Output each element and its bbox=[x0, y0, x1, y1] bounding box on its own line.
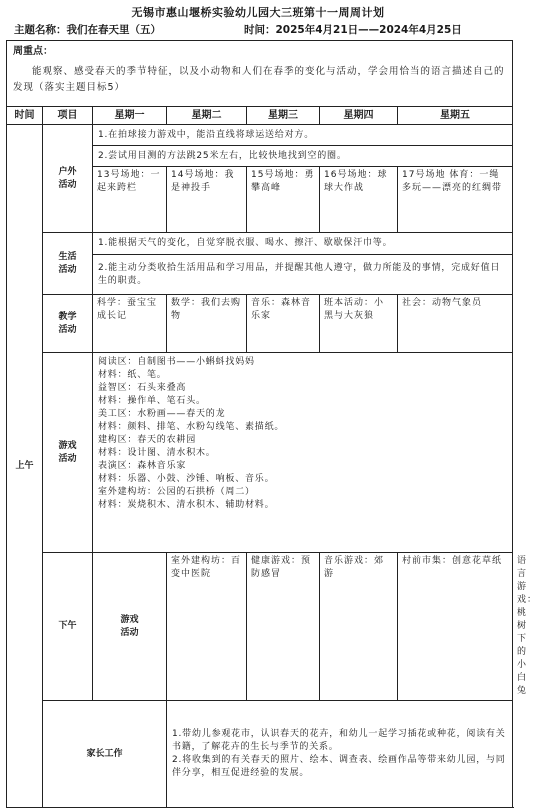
item-life: 生活 活动 bbox=[43, 233, 93, 295]
outdoor-tue: 14号场地：我是神投手 bbox=[167, 167, 247, 233]
home-work-label: 家长工作 bbox=[43, 701, 167, 808]
outdoor-thu: 16号场地：球球大作战 bbox=[320, 167, 398, 233]
home-work-content bbox=[167, 701, 513, 808]
outdoor-goal-2: 2.尝试用目测的方法跳25米左右，比较快地找到空的圈。 bbox=[93, 146, 513, 167]
life-goal-2: 2.能主动分类收拾生活用品和学习用品，并提醒其他人遵守，做力所能及的事情，完成好值日生的职责。 bbox=[93, 255, 513, 295]
afternoon-tue: 健康游戏：预防感冒 bbox=[247, 553, 320, 701]
game-line: 材料：炭烧积木、清水积木、辅助材料。 bbox=[98, 500, 275, 510]
game-line: 材料：纸、笔。 bbox=[98, 370, 167, 380]
focus-label: 周重点： bbox=[13, 46, 53, 57]
col-header-thu: 星期四 bbox=[320, 107, 398, 125]
game-line: 表演区：森林音乐家 bbox=[98, 461, 187, 471]
afternoon-wed: 音乐游戏：郊游 bbox=[320, 553, 398, 701]
teaching-fri: 社会：动物气象员 bbox=[398, 295, 513, 353]
home-work-line-1: 1.带幼儿参观花市，认识春天的花卉，和幼儿一起学习插花或种花，阅读有关书籍，了解花卉的生长与季节的关系。 bbox=[172, 729, 506, 752]
game-line: 材料：设计图、清水积木。 bbox=[98, 448, 216, 458]
plan-subtitle bbox=[14, 22, 504, 37]
afternoon-row: 下午 游戏 活动 室外建构坊：百变中医院 健康游戏：预防感冒 音乐游戏：郊游 村前市集：创意花草纸 语言游戏：桃树下的小白兔 bbox=[7, 553, 513, 701]
topic-name: 主题名称：我们在春天里（五） bbox=[14, 24, 161, 36]
life-goal-1: 1.能根据天气的变化，自觉穿脱衣服、喝水、擦汗、歇歇保汗巾等。 bbox=[93, 233, 513, 255]
game-line: 材料：乐器、小鼓、沙锤、响板、音乐。 bbox=[98, 474, 275, 484]
outdoor-fri: 17号场地 体育：一绳多玩——漂亮的红绸带 bbox=[398, 167, 513, 233]
games-content bbox=[93, 353, 513, 553]
weekly-focus bbox=[7, 41, 513, 107]
item-outdoor: 户外 活动 bbox=[43, 125, 93, 233]
teaching-mon: 科学：蚕宝宝成长记 bbox=[93, 295, 167, 353]
plan-table bbox=[6, 40, 537, 808]
period-morning: 上午 bbox=[7, 125, 43, 808]
game-line: 材料：操作单、笔石头。 bbox=[98, 396, 206, 406]
date-range: 时间：2025年4月21日——2024年4月25日 bbox=[244, 24, 462, 36]
outdoor-wed: 15号场地：勇攀高峰 bbox=[247, 167, 320, 233]
afternoon-thu: 村前市集：创意花草纸 bbox=[398, 553, 513, 701]
col-header-item: 项目 bbox=[43, 107, 93, 125]
plan-title: 无锡市惠山堰桥实验幼儿园大三班第十一周周计划 bbox=[131, 6, 385, 19]
column-header-row bbox=[7, 107, 513, 125]
teaching-thu: 班本活动：小黑与大灰狼 bbox=[320, 295, 398, 353]
game-line: 益智区：石头来叠高 bbox=[98, 383, 187, 393]
game-line: 室外建构坊：公园的石拱桥（周二） bbox=[98, 487, 255, 497]
col-header-fri: 星期五 bbox=[398, 107, 513, 125]
game-line: 美工区：水粉画——春天的龙 bbox=[98, 409, 226, 419]
item-teaching: 教学 活动 bbox=[43, 295, 93, 353]
period-afternoon: 下午 bbox=[43, 553, 93, 701]
item-games: 游戏 活动 bbox=[43, 353, 93, 553]
afternoon-mon: 室外建构坊：百变中医院 bbox=[167, 553, 247, 701]
focus-text: 能观察、感受春天的季节特征，以及小动物和人们在春季的变化与活动，学会用恰当的语言描述自己的发现（落实主题目标5） bbox=[13, 66, 505, 93]
home-work-line-2: 2.将收集到的有关春天的照片、绘本、调查表、绘画作品等带来幼儿园，与同伴分享，相互促进经验的发展。 bbox=[172, 755, 506, 778]
col-header-tue: 星期二 bbox=[167, 107, 247, 125]
game-line: 建构区：春天的农耕园 bbox=[98, 435, 197, 445]
outdoor-mon: 13号场地：一起来跨栏 bbox=[93, 167, 167, 233]
col-header-mon: 星期一 bbox=[93, 107, 167, 125]
home-work-row bbox=[7, 701, 513, 808]
col-header-wed: 星期三 bbox=[247, 107, 320, 125]
teaching-wed: 音乐：森林音乐家 bbox=[247, 295, 320, 353]
teaching-tue: 数学：我们去购物 bbox=[167, 295, 247, 353]
game-line: 阅读区：自制图书——小蝌蚪找妈妈 bbox=[98, 357, 255, 367]
item-afternoon-games: 游戏 活动 bbox=[93, 553, 167, 701]
col-header-time: 时间 bbox=[7, 107, 43, 125]
games-row bbox=[7, 353, 513, 553]
game-line: 材料：颜料、排笔、水粉勾线笔、素描纸。 bbox=[98, 422, 285, 432]
outdoor-goal-1: 1.在拍球接力游戏中，能沿直线将球运送给对方。 bbox=[93, 125, 513, 146]
teaching-row bbox=[7, 295, 513, 353]
